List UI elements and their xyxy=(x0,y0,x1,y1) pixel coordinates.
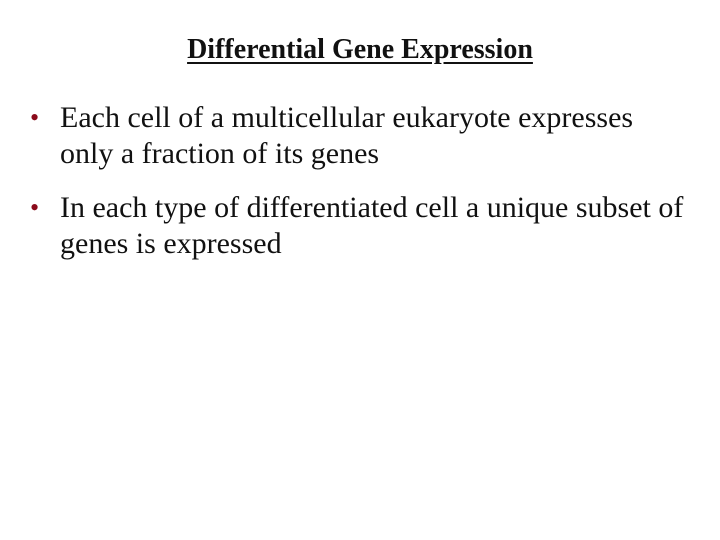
bullet-item xyxy=(28,100,688,172)
bullet-text: In each type of differentiated cell a unique subset of genes is expressed xyxy=(60,191,684,260)
bullet-item xyxy=(28,190,688,262)
bullet-text: Each cell of a multicellular eukaryote expresses only a fraction of its genes xyxy=(60,101,634,170)
bullet-dot-icon: • xyxy=(30,103,40,132)
slide-title: Differential Gene Expression xyxy=(187,34,533,65)
bullet-list xyxy=(28,100,688,280)
bullet-dot-icon: • xyxy=(30,193,40,222)
